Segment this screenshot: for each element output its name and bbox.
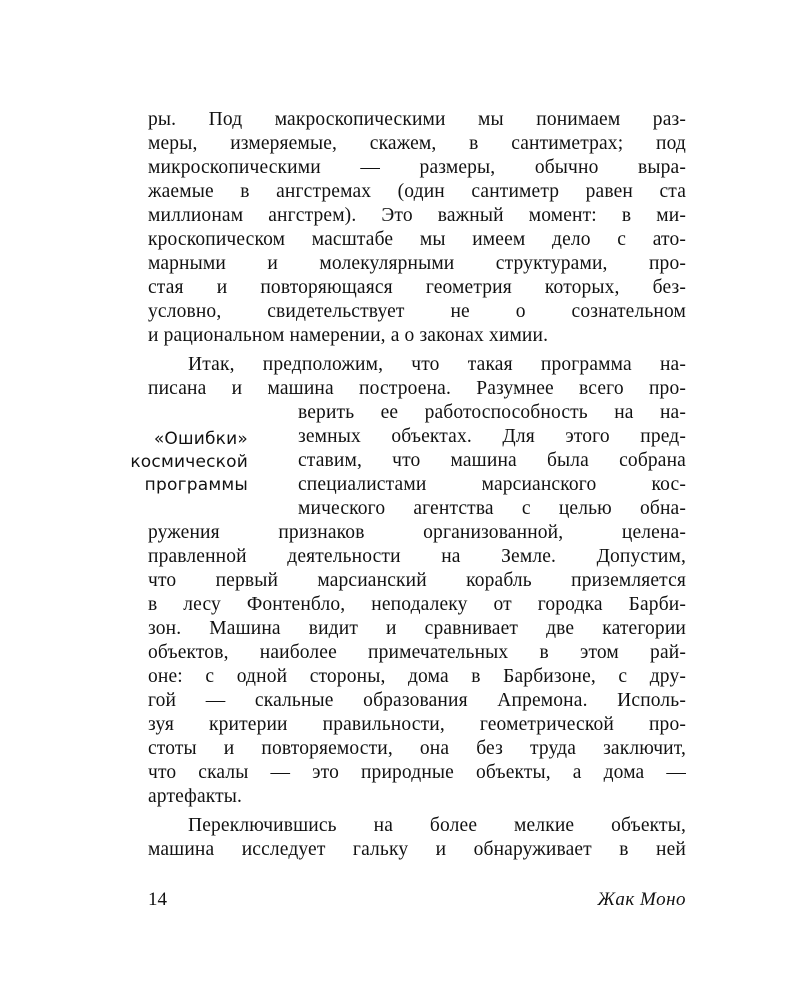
margin-note-line: «Ошибки» <box>153 429 248 449</box>
text-line: зуя критерии правильности, геометрической про- <box>148 714 686 735</box>
text-line: что скалы — это природные объекты, а дома — <box>148 762 686 783</box>
text-line: условно, свидетельствует не о сознательном <box>148 301 686 322</box>
text-line: верить ее работоспособность на на- <box>298 402 686 423</box>
text-line: зон. Машина видит и сравнивает две категории <box>148 618 686 639</box>
text-line: Переключившись на более мелкие объекты, <box>188 815 686 836</box>
text-line: стоты и повторяемости, она без труда заключит, <box>148 738 686 759</box>
text-line: микроскопическими — размеры, обычно выра- <box>148 157 686 178</box>
text-line: меры, измеряемые, скажем, в сантиметрах; под <box>148 133 686 154</box>
text-line: ружения признаков организованной, целена- <box>148 522 686 543</box>
text-line: специалистами марсианского кос- <box>298 474 686 495</box>
text-line: что первый марсианский корабль приземляется <box>148 570 686 591</box>
text-line: в лесу Фонтенбло, неподалеку от городка Барби- <box>148 594 686 615</box>
margin-note-line: программы <box>144 475 248 495</box>
text-line: земных объектах. Для этого пред- <box>298 426 686 447</box>
page-number: 14 <box>148 889 167 910</box>
text-line: стая и повторяющаяся геометрия которых, без- <box>148 277 686 298</box>
text-line: миллионам ангстрем). Это важный момент: в ми- <box>148 205 686 226</box>
text-line: артефакты. <box>148 786 243 807</box>
margin-note <box>108 428 248 497</box>
text-line: Итак, предположим, что такая программа на- <box>188 354 686 375</box>
running-footer-author: Жак Моно <box>597 889 686 910</box>
text-line: мического агентства с целью обна- <box>298 498 686 519</box>
text-line: ры. Под макроскопическими мы понимаем раз- <box>148 109 686 130</box>
text-line: правленной деятельности на Земле. Допустим, <box>148 546 686 567</box>
text-line: кроскопическом масштабе мы имеем дело с ато- <box>148 229 686 250</box>
text-line: оне: с одной стороны, дома в Барбизоне, с дру- <box>148 666 686 687</box>
text-line: и рациональном намерении, а о законах химии. <box>148 325 549 346</box>
text-line: объектов, наиболее примечательных в этом рай- <box>148 642 686 663</box>
text-line: марными и молекулярными структурами, про- <box>148 253 686 274</box>
margin-note-line: космической <box>130 452 248 472</box>
text-line: жаемые в ангстремах (один сантиметр равен ста <box>148 181 686 202</box>
text-line: гой — скальные образования Апремона. Исполь- <box>148 690 686 711</box>
text-line: писана и машина построена. Разумнее всего про- <box>148 378 686 399</box>
text-line: машина исследует гальку и обнаруживает в ней <box>148 839 686 860</box>
text-line: ставим, что машина была собрана <box>298 450 686 471</box>
